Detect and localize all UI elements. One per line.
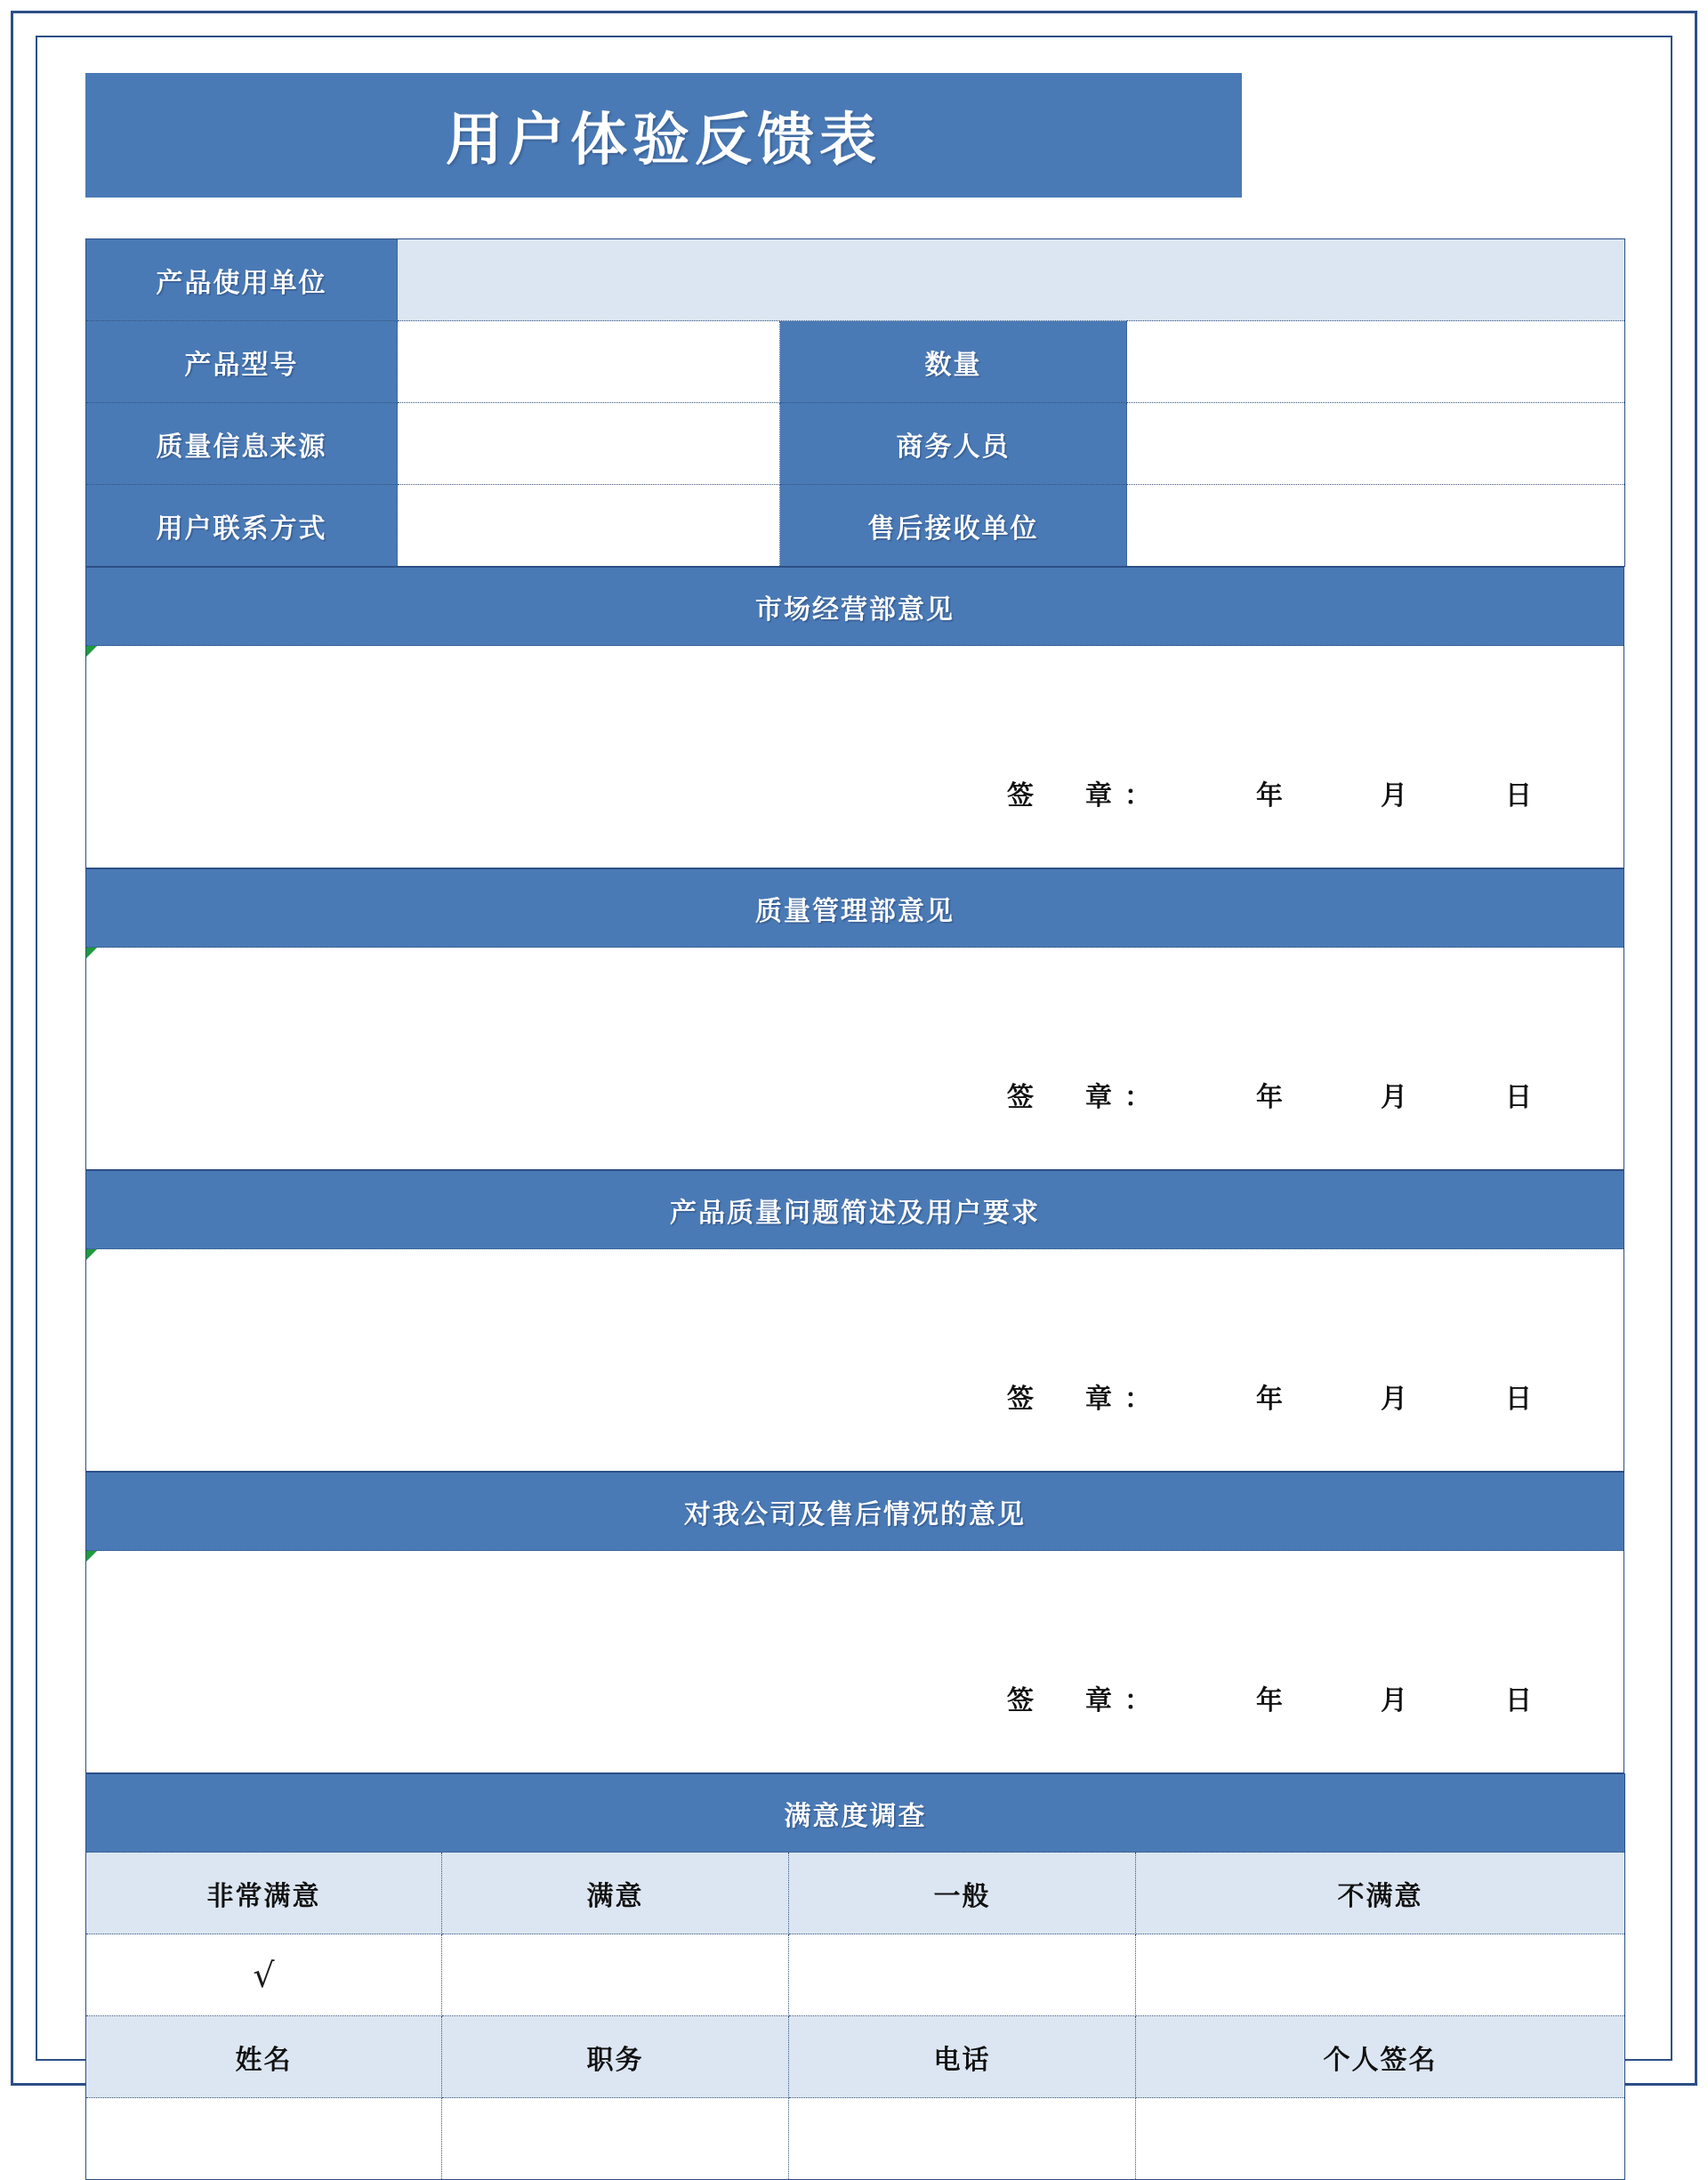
year-label: 年 <box>1256 1384 1283 1415</box>
section-heading-market-operations: 市场经营部意见 <box>86 568 1624 646</box>
section-body-row <box>86 1249 1624 1472</box>
product-info-table <box>85 238 1625 567</box>
label-quality-info-source: 质量信息来源 <box>86 403 398 485</box>
seal-label: 签 章： <box>1007 1082 1164 1113</box>
input-business-personnel[interactable] <box>1127 403 1625 485</box>
input-user-contact[interactable] <box>398 485 780 567</box>
checkbox-average[interactable] <box>789 1934 1136 2016</box>
seal-label: 签 章： <box>1007 1384 1164 1415</box>
respondent-values-row <box>86 2098 1625 2180</box>
table-row <box>86 485 1625 567</box>
section-heading-row <box>86 869 1624 948</box>
satisfaction-answers-row <box>86 1934 1625 2016</box>
label-respondent-position: 职务 <box>442 2016 789 2098</box>
table-row <box>86 239 1625 321</box>
label-respondent-phone: 电话 <box>789 2016 1136 2098</box>
opinion-area-quality-management[interactable] <box>86 948 1624 1170</box>
checkbox-dissatisfied[interactable] <box>1136 1934 1625 2016</box>
month-label: 月 <box>1381 1384 1407 1415</box>
table-row <box>86 321 1625 403</box>
day-label: 日 <box>1505 1082 1532 1113</box>
seal-label: 签 章： <box>1007 780 1164 811</box>
comment-marker-icon <box>86 1249 97 1260</box>
label-business-personnel: 商务人员 <box>780 403 1127 485</box>
label-user-contact: 用户联系方式 <box>86 485 398 567</box>
month-label: 月 <box>1381 1685 1407 1716</box>
section-heading-satisfaction-survey: 满意度调查 <box>86 1774 1625 1853</box>
option-satisfied: 满意 <box>442 1853 789 1934</box>
input-product-use-unit[interactable] <box>398 239 1625 321</box>
form-content <box>85 73 1624 2180</box>
input-respondent-position[interactable] <box>442 2098 789 2180</box>
input-product-model[interactable] <box>398 321 780 403</box>
month-label: 月 <box>1381 780 1407 811</box>
input-aftersales-receiving-unit[interactable] <box>1127 485 1625 567</box>
title-banner <box>85 73 1242 198</box>
input-respondent-name[interactable] <box>86 2098 442 2180</box>
option-average: 一般 <box>789 1853 1136 1934</box>
section-quality-issue-description <box>85 1170 1624 1472</box>
label-product-model: 产品型号 <box>86 321 398 403</box>
day-label: 日 <box>1505 1685 1532 1716</box>
label-aftersales-receiving-unit: 售后接收单位 <box>780 485 1127 567</box>
checkbox-satisfied[interactable] <box>442 1934 789 2016</box>
section-market-operations <box>85 567 1624 868</box>
satisfaction-heading-row <box>86 1774 1625 1853</box>
year-label: 年 <box>1256 1685 1283 1716</box>
respondent-headers-row <box>86 2016 1625 2098</box>
comment-marker-icon <box>86 646 97 657</box>
input-quality-info-source[interactable] <box>398 403 780 485</box>
label-product-use-unit: 产品使用单位 <box>86 239 398 321</box>
checkbox-very-satisfied[interactable]: √ <box>86 1934 442 2016</box>
comment-marker-icon <box>86 1551 97 1562</box>
section-heading-row <box>86 1473 1624 1551</box>
section-heading-quality-management: 质量管理部意见 <box>86 869 1624 948</box>
day-label: 日 <box>1505 1384 1532 1415</box>
satisfaction-options-row <box>86 1853 1625 1934</box>
satisfaction-survey-table <box>85 1773 1625 2180</box>
opinion-area-company-aftersales-opinion[interactable] <box>86 1551 1624 1773</box>
label-respondent-signature: 个人签名 <box>1136 2016 1625 2098</box>
section-heading-row <box>86 568 1624 646</box>
section-heading-company-aftersales-opinion: 对我公司及售后情况的意见 <box>86 1473 1624 1551</box>
year-label: 年 <box>1256 780 1283 811</box>
section-quality-management <box>85 868 1624 1170</box>
opinion-area-market-operations[interactable] <box>86 646 1624 868</box>
section-company-aftersales-opinion <box>85 1472 1624 1773</box>
input-quantity[interactable] <box>1127 321 1625 403</box>
comment-marker-icon <box>86 948 97 958</box>
label-respondent-name: 姓名 <box>86 2016 442 2098</box>
section-body-row <box>86 948 1624 1170</box>
page-title: 用户体验反馈表 <box>446 108 882 174</box>
opinion-area-quality-issue-description[interactable] <box>86 1249 1624 1472</box>
input-respondent-phone[interactable] <box>789 2098 1136 2180</box>
input-respondent-signature[interactable] <box>1136 2098 1625 2180</box>
day-label: 日 <box>1505 780 1532 811</box>
month-label: 月 <box>1381 1082 1407 1113</box>
table-row <box>86 403 1625 485</box>
section-heading-row <box>86 1171 1624 1249</box>
year-label: 年 <box>1256 1082 1283 1113</box>
option-very-satisfied: 非常满意 <box>86 1853 442 1934</box>
option-dissatisfied: 不满意 <box>1136 1853 1625 1934</box>
label-quantity: 数量 <box>780 321 1127 403</box>
section-body-row <box>86 646 1624 868</box>
seal-label: 签 章： <box>1007 1685 1164 1716</box>
section-heading-quality-issue-description: 产品质量问题简述及用户要求 <box>86 1171 1624 1249</box>
section-body-row <box>86 1551 1624 1773</box>
